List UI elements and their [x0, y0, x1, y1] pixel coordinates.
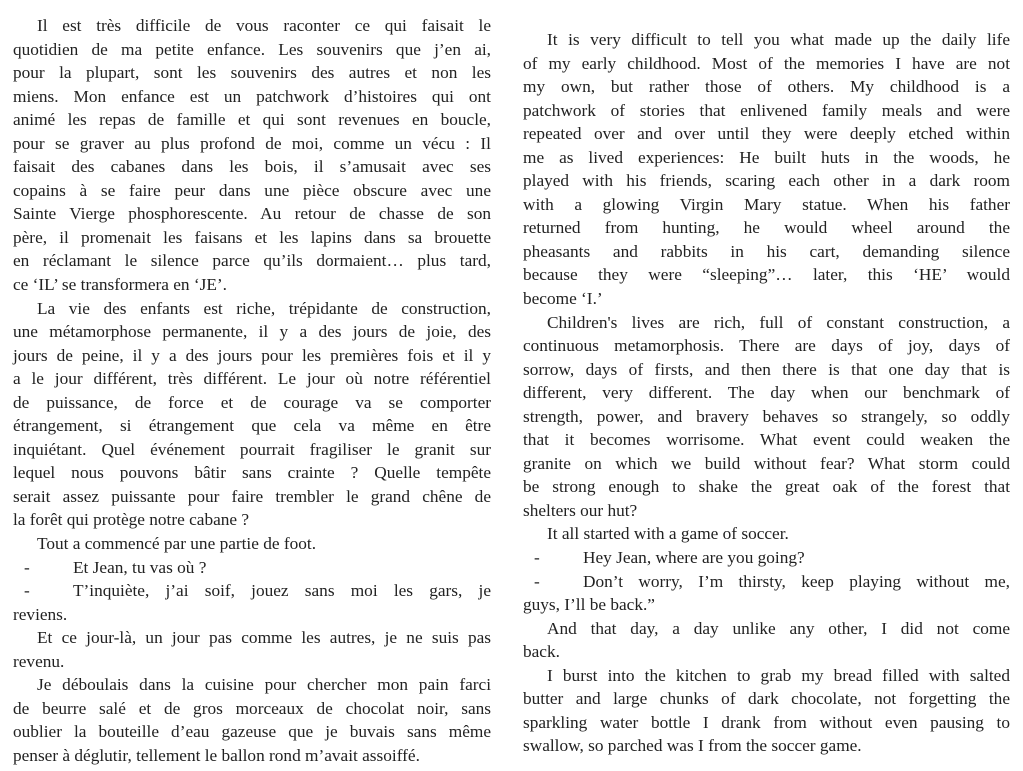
text-line: faisait des cabanes dans les bois, il s’amusait avec ses [13, 157, 491, 177]
text-line: me as lived experiences: He built huts in the woods, he [523, 147, 1010, 167]
text-line: my own, but rather those of others. My childhood is a [523, 77, 1010, 97]
text-line: quotidien de ma petite enfance. Les souvenirs que j’en ai, [13, 39, 491, 59]
dialogue-line [13, 579, 491, 603]
text-line: butter and large chunks of dark chocolate, not forgetting the [523, 689, 1010, 709]
text-line: be strong enough to shake the great oak of the forest that [523, 477, 1010, 497]
text-line: pour la plupart, sont les souvenirs des autres et non les [13, 63, 491, 83]
text-line: strength, power, and bravery behaves so strangely, so oddly [523, 406, 1010, 426]
text-line: une métamorphose permanente, il y a des jours de joie, des [13, 322, 491, 342]
text-line: guys, I’ll be back.” [523, 595, 655, 615]
dialogue-line [523, 546, 1010, 570]
dialogue-dash: - [534, 571, 540, 591]
text-line: It all started with a game of soccer. [547, 524, 789, 544]
text-line: patchwork of stories that enlivened family meals and were [523, 100, 1010, 120]
french-column [13, 14, 491, 768]
text-line: different, very different. The day when our benchmark of [523, 383, 1010, 403]
text-line: ce ‘IL’ se transformera en ‘JE’. [13, 275, 227, 295]
dialogue-line [523, 570, 1010, 594]
text-line: a le jour différent, très différent. Le jour où notre référentiel [13, 369, 491, 389]
text-line: étrangement, si étrangement que cela va même en être [13, 416, 491, 436]
text-line: revenu. [13, 651, 65, 671]
text-line: de beurre salé et de gros morceaux de chocolat noir, sans [13, 698, 491, 718]
text-line: swallow, so parched was I from the soccer game. [523, 736, 862, 756]
text-line: La vie des enfants est riche, trépidante de construction, [37, 298, 491, 318]
text-line: sparkling water bottle I drank from without even pausing to [523, 712, 1010, 732]
text-line: with a glowing Virgin Mary statue. When his father [523, 194, 1010, 214]
text-line: pour se graver au plus profond de moi, comme un vécu : Il [13, 133, 491, 153]
text-line: Sainte Vierge phosphorescente. Au retour de chasse de son [13, 204, 491, 224]
dialogue-text: Don’t worry, I’m thirsty, keep playing without me, [583, 571, 1010, 591]
text-line: played with his friends, scaring each other in a dark room [523, 171, 1010, 191]
text-line: en réclamant le silence parce qu’ils dormaient… plus tard, [13, 251, 491, 271]
text-line: animé les repas de famille et qui sont revenues en boucle, [13, 110, 491, 130]
text-line: Et ce jour-là, un jour pas comme les autres, je ne suis pas [37, 628, 491, 648]
dialogue-line [13, 556, 491, 580]
text-line: jours de peine, il y a des jours pour les premières fois et il y [13, 345, 491, 365]
dialogue-dash: - [534, 548, 540, 568]
text-line: I burst into the kitchen to grab my bread filled with salted [547, 665, 1010, 685]
text-line: copains à se faire peur dans une pièce obscure avec une [13, 180, 491, 200]
text-line: oublier la bouteille d’eau gazeuse que je buvais sans même [13, 722, 491, 742]
text-line: It is very difficult to tell you what made up the daily life [547, 30, 1010, 49]
text-line: penser à déglutir, tellement le ballon rond m’avait assoiffé. [13, 745, 420, 765]
english-column [523, 28, 1010, 758]
text-line: granite on which we build without fear? What storm could [523, 453, 1010, 473]
text-line: become ‘I.’ [523, 289, 603, 309]
text-line: continuous metamorphosis. There are days of joy, days of [523, 336, 1010, 356]
text-line: returned from hunting, he would wheel around the [523, 218, 1010, 238]
dialogue-text: Hey Jean, where are you going? [583, 548, 805, 568]
text-line: because they were “sleeping”… later, this ‘HE’ would [523, 265, 1010, 285]
text-line: Je déboulais dans la cuisine pour chercher mon pain farci [37, 675, 491, 695]
text-line: that it becomes worrisome. What event could weaken the [523, 430, 1010, 450]
text-line: miens. Mon enfance est un patchwork d’histoires qui ont [13, 86, 491, 106]
text-line: lequel nous pouvons bâtir sans crainte ? Quelle tempête [13, 463, 491, 483]
dialogue-text: T’inquiète, j’ai soif, jouez sans moi les gars, je [73, 581, 491, 601]
text-line: back. [523, 642, 560, 662]
text-line: la forêt qui protège notre cabane ? [13, 510, 250, 530]
text-line: pheasants and rabbits in his cart, demanding silence [523, 241, 1010, 261]
text-line: de puissance, de force et de courage va se comporter [13, 392, 491, 412]
text-line: serait assez puissante pour faire trembler le grand chêne de [13, 486, 491, 506]
text-line: of my early childhood. Most of the memories I have are not [523, 53, 1010, 73]
text-line: père, il promenait les faisans et les lapins dans sa brouette [13, 227, 491, 247]
dialogue-text: Et Jean, tu vas où ? [73, 557, 207, 577]
text-line: shelters our hut? [523, 500, 638, 520]
text-line: inquiétant. Quel événement pourrait fragiliser le granit sur [13, 439, 491, 459]
text-line: Children's lives are rich, full of constant construction, a [547, 312, 1010, 332]
dialogue-dash: - [24, 581, 30, 601]
dialogue-dash: - [24, 557, 30, 577]
text-line: And that day, a day unlike any other, I did not come [547, 618, 1010, 638]
text-line: sorrow, days of firsts, and then there is that one day that is [523, 359, 1010, 379]
text-line: repeated over and over until they were deeply etched within [523, 124, 1010, 144]
text-line: reviens. [13, 604, 68, 624]
text-line: Il est très difficile de vous raconter ce qui faisait le [37, 16, 491, 35]
text-line: Tout a commencé par une partie de foot. [37, 534, 317, 554]
